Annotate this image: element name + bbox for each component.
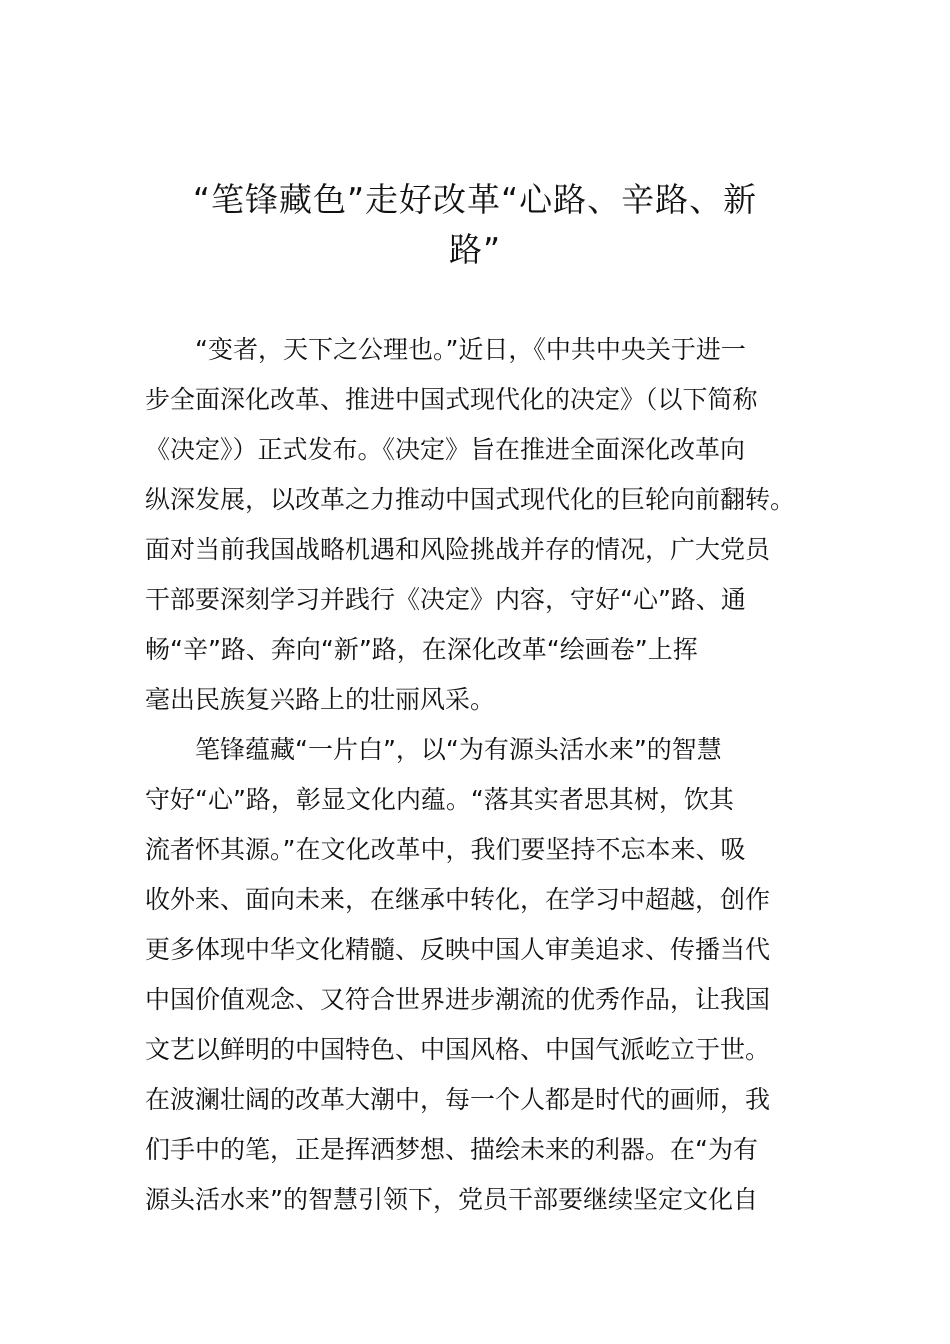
paragraph [145,725,805,1225]
article-body [145,325,805,1225]
paragraph [145,325,805,725]
text-line: 《决定》）正式发布。《决定》旨在推进全面深化改革向 [145,435,746,464]
text-line: 流者怀其源。”在文化改革中，我们要坚持不忘本来、吸 [145,835,746,864]
text-line: 源头活水来”的智慧引领下，党员干部要继续坚定文化自 [145,1185,758,1214]
text-line: 步全面深化改革、推进中国式现代化的决定》（以下简称 [145,385,758,414]
text-line: 毫出民族复兴路上的壮丽风采。 [145,685,496,714]
text-line: 干部要深刻学习并践行《决定》内容，守好“心”路、通 [145,585,746,614]
text-line: 笔锋蕴藏“一片白”，以“为有源头活水来”的智慧 [195,735,722,764]
title-line: “笔锋藏色”走好改革“心路、辛路、新 [192,180,758,219]
text-line: 收外来、面向未来，在继承中转化，在学习中超越，创作 [145,885,771,914]
document-title [140,175,810,275]
text-line: 们手中的笔，正是挥洒梦想、描绘未来的利器。在“为有 [145,1135,758,1164]
text-line: 中国价值观念、又符合世界进步潮流的优秀作品，让我国 [145,985,771,1014]
text-line: 守好“心”路，彰显文化内蕴。“落其实者思其树，饮其 [145,785,734,814]
text-line: 文艺以鲜明的中国特色、中国风格、中国气派屹立于世。 [145,1035,771,1064]
text-line: 畅“辛”路、奔向“新”路，在深化改革“绘画卷”上挥 [145,635,698,664]
text-line: 纵深发展，以改革之力推动中国式现代化的巨轮向前翻转。 [145,485,796,514]
title-line: 路” [448,230,502,269]
text-line: 面对当前我国战略机遇和风险挑战并存的情况，广大党员 [145,535,771,564]
text-line: 在波澜壮阔的改革大潮中，每一个人都是时代的画师，我 [145,1085,771,1114]
text-line: “变者，天下之公理也。”近日，《中共中央关于进一 [195,335,746,364]
text-line: 更多体现中华文化精髓、反映中国人审美追求、传播当代 [145,935,771,964]
